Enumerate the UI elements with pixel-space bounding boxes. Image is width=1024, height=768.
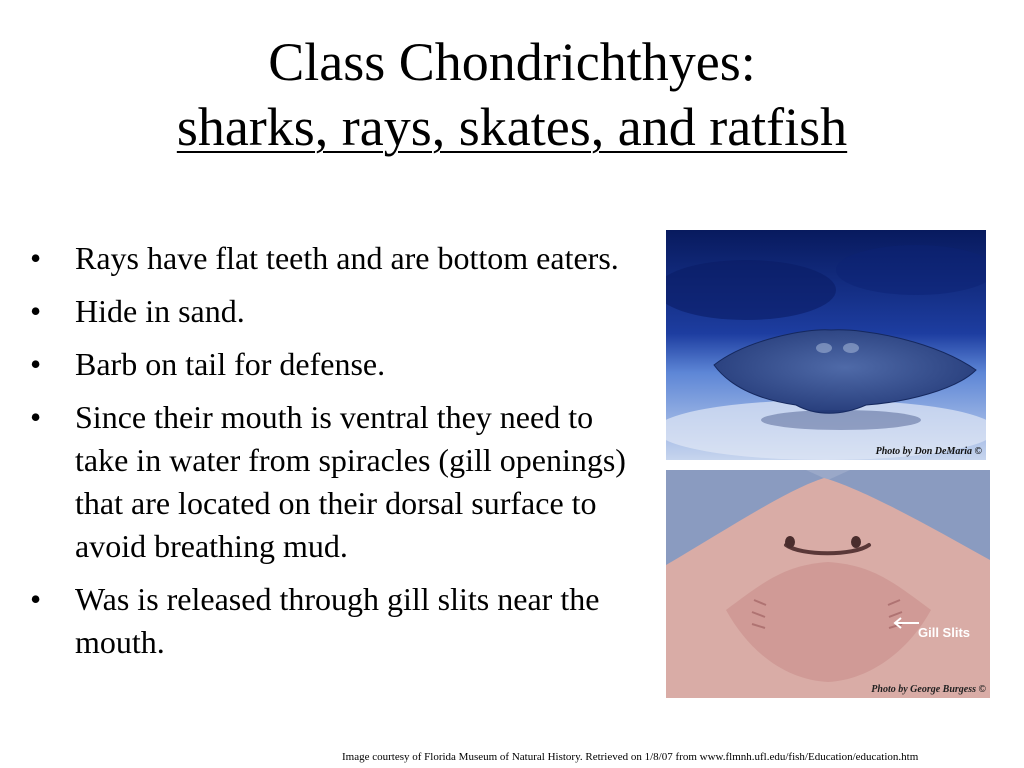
image-source-footer: Image courtesy of Florida Museum of Natural History. Retrieved on 1/8/07 from www.flmnh.ufl.edu/fish/Education/education.htm — [342, 751, 919, 763]
bullet-item — [30, 290, 650, 333]
bullet-item — [30, 396, 650, 568]
photo2-credit: Photo by George Burgess © — [871, 684, 986, 695]
bullet-dot: • — [30, 399, 42, 435]
bullet-dot: • — [30, 346, 42, 382]
title-line-2: sharks, rays, skates, and ratfish — [176, 97, 848, 157]
ray-dorsal-illustration — [666, 230, 986, 460]
bullet-text: Was is released through gill slits near the mouth. — [75, 581, 600, 660]
photo1-credit: Photo by Don DeMaria © — [875, 446, 982, 457]
title-line-1: Class Chondrichthyes: — [268, 32, 756, 92]
bullet-item — [30, 578, 650, 664]
bullet-text: Barb on tail for defense. — [75, 346, 386, 382]
bullet-dot: • — [30, 581, 42, 617]
slide-title — [0, 30, 1024, 160]
ray-ventral-photo — [666, 470, 990, 698]
bullet-text: Since their mouth is ventral they need to take in water from spiracles (gill openings) that are located on their dorsal surface to avoid breathing mud. — [75, 399, 626, 564]
bullet-dot: • — [30, 240, 42, 276]
bullet-item — [30, 343, 650, 386]
ray-ventral-illustration — [666, 470, 990, 698]
gill-slits-label: Gill Slits — [918, 625, 971, 640]
bullet-item — [30, 237, 650, 280]
bullet-text: Rays have flat teeth and are bottom eaters. — [75, 240, 619, 276]
left-arrow-icon — [892, 616, 920, 630]
bullet-dot: • — [30, 293, 42, 329]
bullet-text: Hide in sand. — [75, 293, 245, 329]
ray-dorsal-photo — [666, 230, 986, 460]
bullet-list — [30, 237, 650, 674]
